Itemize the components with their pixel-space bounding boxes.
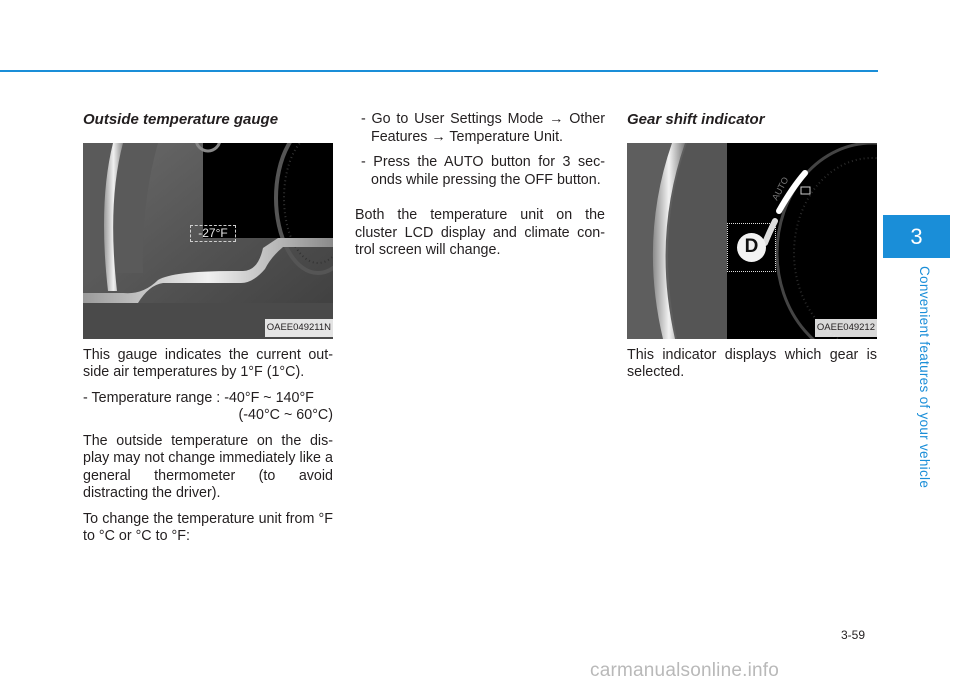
page-number: 3-59 — [841, 628, 866, 642]
chapter-title: Convenient features of your vehicle — [917, 266, 932, 489]
chapter-tab — [883, 215, 950, 258]
auto-label: AUTO — [769, 174, 791, 202]
paragraph: This indicator displays which gear is selected. — [627, 346, 877, 380]
outside-temp-heading: Outside temperature gauge — [83, 111, 279, 128]
step-item: - Press the AUTO button for 3 sec-onds while pressing the OFF button. — [361, 154, 605, 188]
chapter-number: 3 — [910, 223, 923, 249]
right-column — [627, 111, 877, 390]
temperature-readout: -27°F — [190, 225, 236, 242]
gear-indicator-figure — [627, 143, 877, 339]
paragraph: To change the temperature unit from °F to °C or °C to °F: — [83, 510, 333, 544]
temperature-gauge-figure — [83, 143, 333, 339]
middle-column — [355, 111, 605, 268]
figure-caption: OAEE049211N — [265, 319, 333, 337]
figure-caption: OAEE049212 — [815, 319, 877, 337]
paragraph: Both the temperature unit on the cluster LCD display and climate con-trol screen will change. — [355, 207, 605, 258]
step-item: - Go to User Settings Mode → Other Features → Temperature Unit. — [361, 111, 605, 145]
paragraph: This gauge indicates the current out-side air temperatures by 1°F (1°C). — [83, 346, 333, 380]
gear-indicator-heading: Gear shift indicator — [627, 111, 765, 128]
gear-letter: D — [737, 233, 766, 262]
left-column — [83, 111, 333, 554]
range-line-celsius: (-40°C ~ 60°C) — [238, 407, 333, 423]
gear-indicator-box — [727, 223, 776, 272]
paragraph: The outside temperature on the dis-play may not change immediately like a general thermometer (to avoid distracting the driver). — [83, 432, 333, 501]
header-rule — [0, 70, 878, 72]
range-line: - Temperature range : -40°F ~ 140°F — [83, 389, 314, 406]
watermark: carmanualsonline.info — [590, 660, 780, 681]
